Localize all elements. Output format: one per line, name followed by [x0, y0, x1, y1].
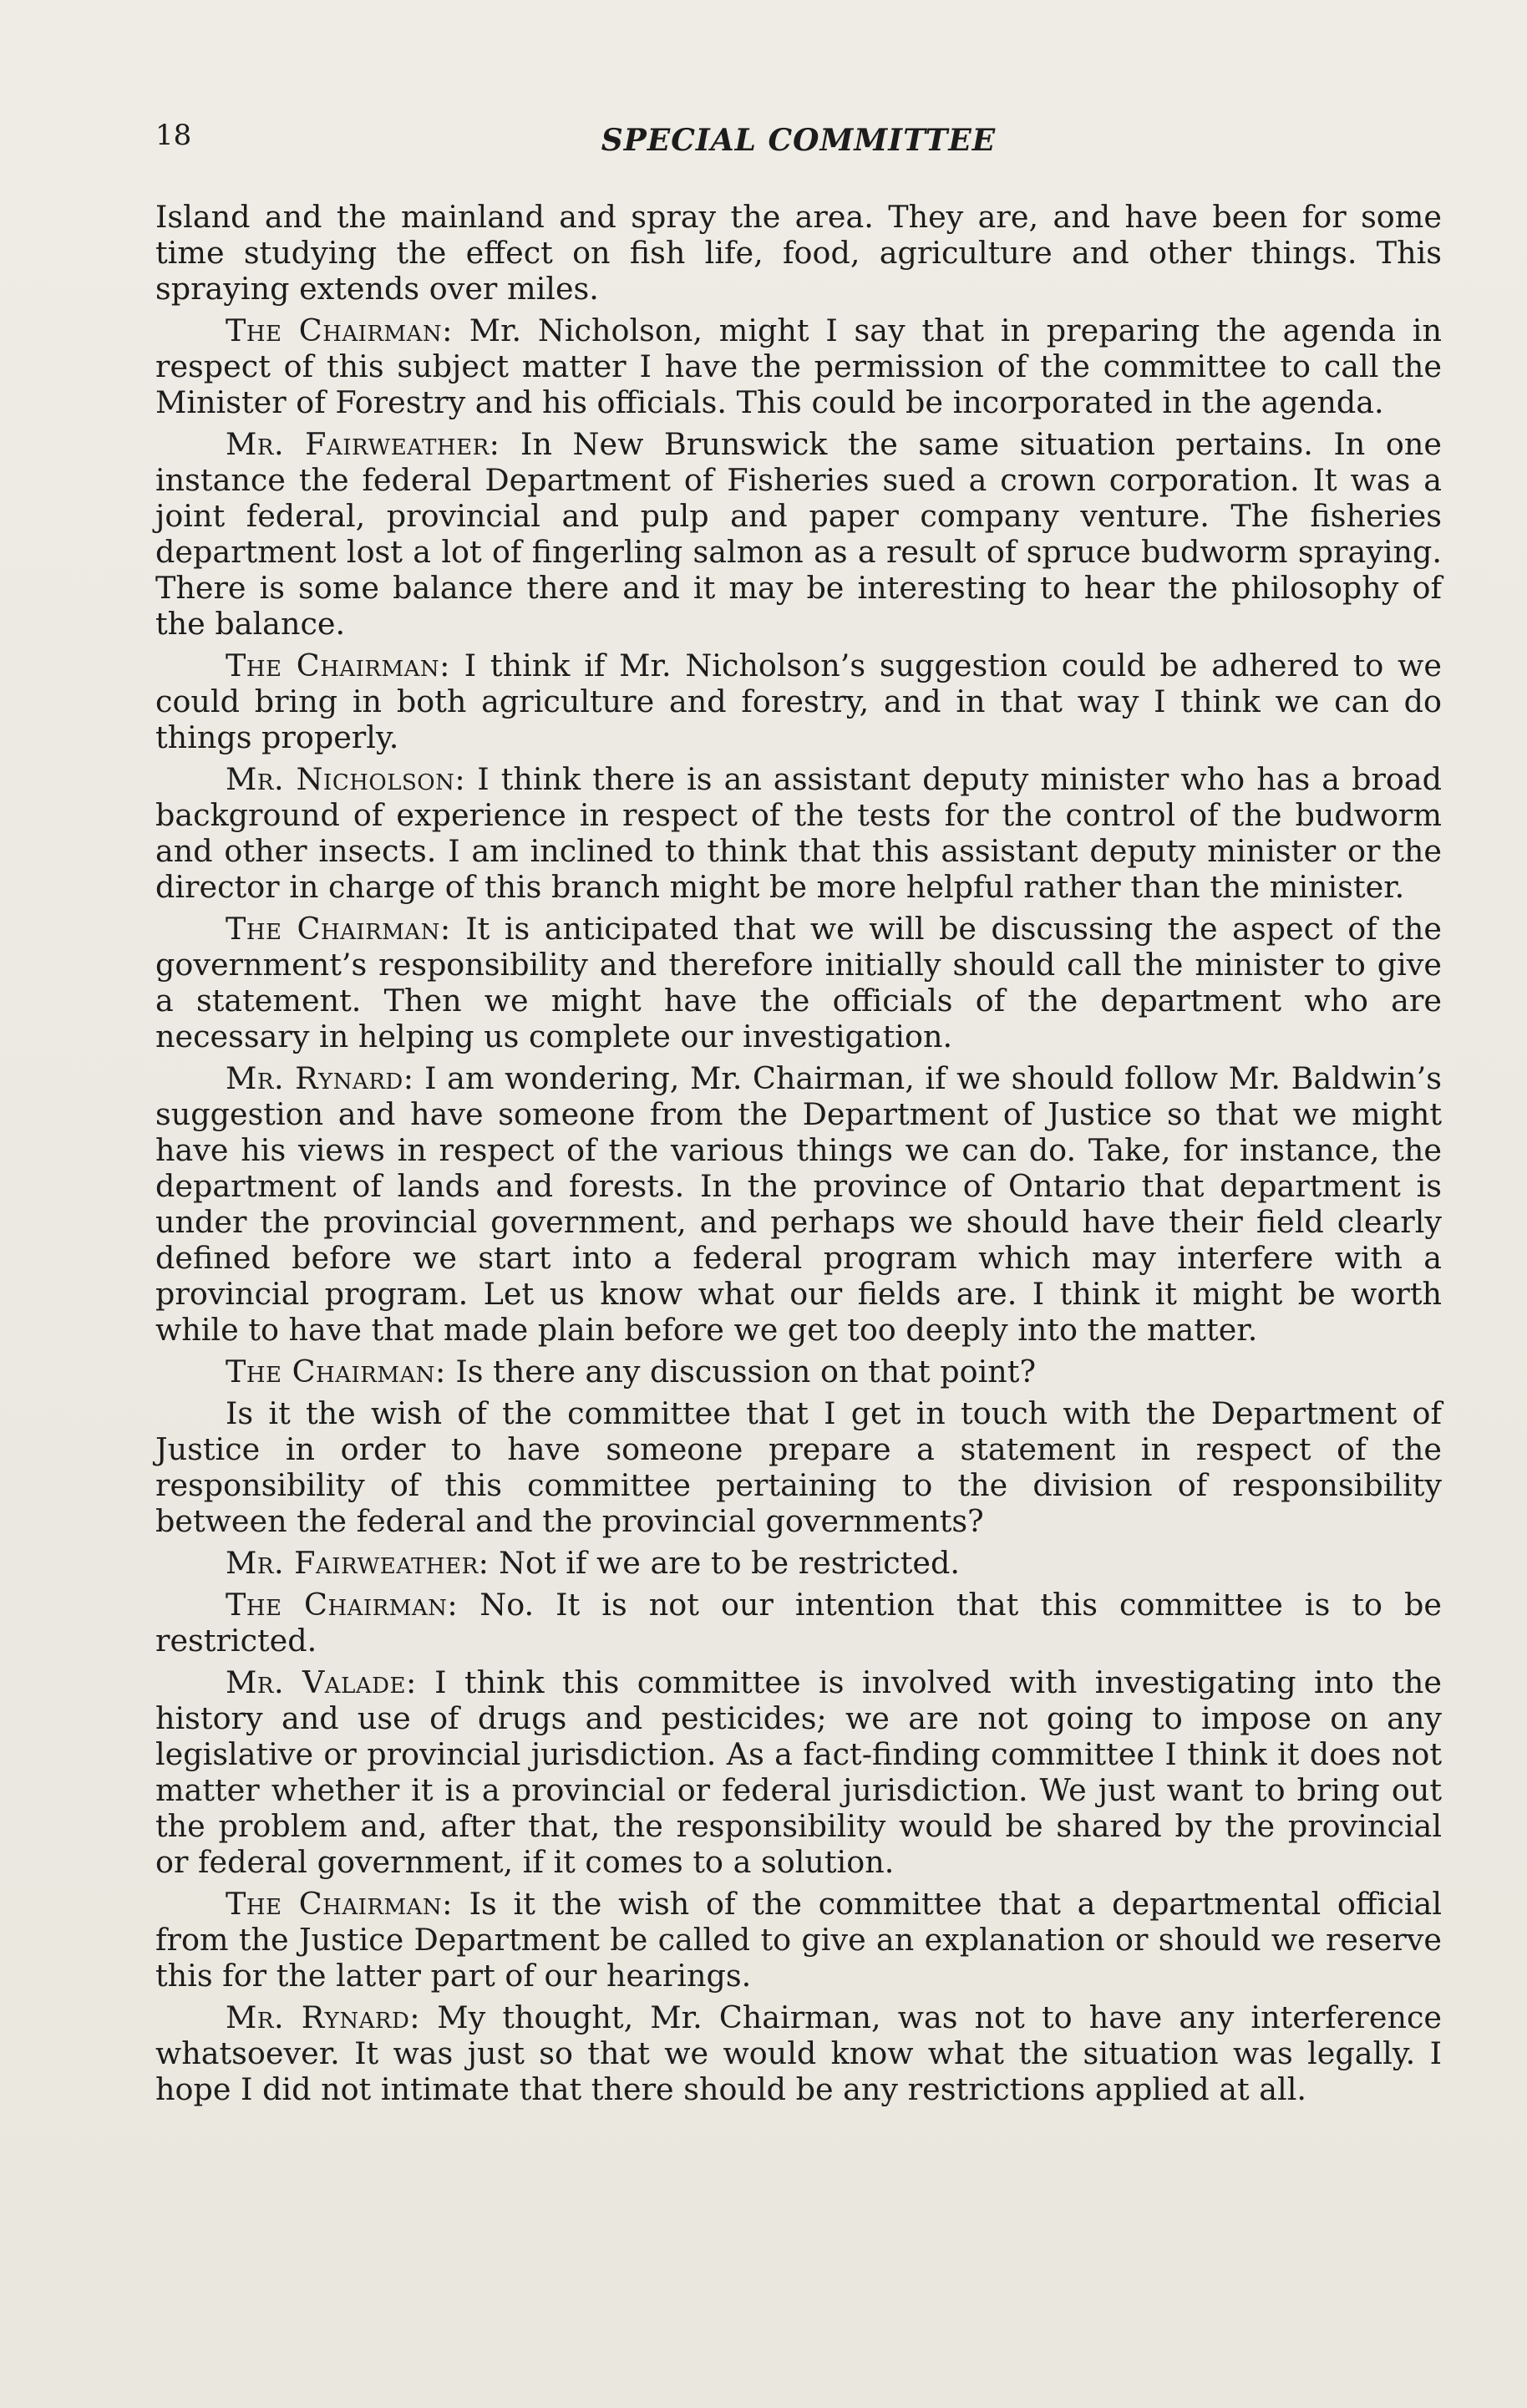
- paragraph-text: I am wondering, Mr. Chairman, if we should follow Mr. Baldwin’s suggestion and have someone from the Department of Justice so that we might have his views in respect of the various things we can do. Take, for instance, the department of lands and forests. In the province of Ontario that department is under the provincial government, and perhaps we should have their field clearly defined before we start into a federal program which may interfere with a provincial program. Let us know what our fields are. I think it might be worth while to have that made plain before we get too deeply into the matter.: [155, 1060, 1443, 1348]
- paragraph-text: In New Brunswick the same situation pertains. In one instance the federal Department of Fisheries sued a crown corporation. It was a joint federal, provincial and pulp and paper company venture. The fisheries department lost a lot of fingerling salmon as a result of spruce budworm spraying. There is some balance there and it may be interesting to hear the philosophy of the balance.: [155, 426, 1442, 642]
- paragraph: [155, 1999, 1442, 2107]
- paragraph: [155, 199, 1442, 307]
- speaker-name: Mr. Rynard:: [226, 1060, 414, 1096]
- paragraph-text: Mr. Nicholson, might I say that in preparing the agenda in respect of this subject matter I have the permission of the committee to call the Minister of Forestry and his officials. This could be incorporated in the agenda.: [155, 312, 1442, 420]
- paragraph: [155, 1060, 1442, 1348]
- paragraph: [155, 312, 1442, 420]
- paragraph-text: It is anticipated that we will be discussing the aspect of the government’s responsibility and therefore initially should call the minister to give a statement. Then we might have the officials of the department who are necessary in helping us complete our investigation.: [155, 911, 1442, 1054]
- page-number: 18: [155, 119, 192, 152]
- paragraph: [155, 648, 1442, 755]
- body-text: [155, 199, 1442, 2113]
- running-head: SPECIAL COMMITTEE: [601, 123, 997, 158]
- speaker-name: The Chairman:: [226, 911, 451, 947]
- paragraph-text: Island and the mainland and spray the area. They are, and have been for some time studying the effect on fish life, food, agriculture and other things. This spraying extends over miles.: [155, 199, 1442, 307]
- paragraph: [155, 1354, 1442, 1389]
- paragraph-text: No. It is not our intention that this committee is to be restricted.: [155, 1587, 1442, 1659]
- speaker-name: The Chairman:: [226, 648, 450, 683]
- paragraph: [155, 761, 1442, 905]
- speaker-name: The Chairman:: [226, 1354, 446, 1389]
- paragraph: [155, 1664, 1442, 1880]
- paragraph: [155, 1545, 1442, 1581]
- paragraph-text: Is there any discussion on that point?: [445, 1354, 1037, 1389]
- paragraph-text: I think this committee is involved with investigating into the history and use of drugs and pesticides; we are not going to impose on any legislative or provincial jurisdiction. As a fact-finding committee I think it does not matter whether it is a provincial or federal jurisdiction. We just want to bring out the problem and, after that, the responsibility would be shared by the provincial or federal government, if it comes to a solution.: [155, 1664, 1442, 1880]
- paragraph-text: Is it the wish of the committee that I get in touch with the Department of Justice in order to have someone prepare a statement in respect of the responsibility of this committee pertaining to the division of responsibility between the federal and the provincial governments?: [155, 1395, 1442, 1539]
- paragraph: [155, 1886, 1442, 1994]
- paragraph: [155, 1395, 1442, 1539]
- speaker-name: Mr. Fairweather:: [226, 1545, 490, 1581]
- paragraph-text: I think there is an assistant deputy minister who has a broad background of experience in respect of the tests for the control of the budworm and other insects. I am inclined to think that this assistant deputy minister or the director in charge of this branch might be more helpful rather than the minister.: [155, 761, 1442, 905]
- paragraph-text: Not if we are to be restricted.: [489, 1545, 960, 1581]
- speaker-name: Mr. Nicholson:: [226, 761, 466, 797]
- paragraph: [155, 911, 1442, 1054]
- page-header: [155, 117, 1442, 167]
- paragraph-text: My thought, Mr. Chairman, was not to have any interference whatsoever. It was just so that we would know what the situation was legally. I hope I did not intimate that there should be any restrictions applied at all.: [155, 1999, 1443, 2107]
- paragraph-text: I think if Mr. Nicholson’s suggestion could be adhered to we could bring in both agriculture and forestry, and in that way I think we can do things properly.: [155, 648, 1442, 755]
- speaker-name: Mr. Rynard:: [226, 1999, 421, 2035]
- speaker-name: The Chairman:: [226, 1587, 459, 1623]
- paragraph-text: Is it the wish of the committee that a departmental official from the Justice Department be called to give an explanation or should we reserve this for the latter part of our hearings.: [155, 1886, 1442, 1994]
- speaker-name: The Chairman:: [226, 312, 453, 348]
- paragraph: [155, 1587, 1442, 1659]
- speaker-name: Mr. Fairweather:: [226, 426, 500, 462]
- speaker-name: Mr. Valade:: [226, 1664, 417, 1700]
- speaker-name: The Chairman:: [226, 1886, 453, 1922]
- paragraph: [155, 426, 1442, 642]
